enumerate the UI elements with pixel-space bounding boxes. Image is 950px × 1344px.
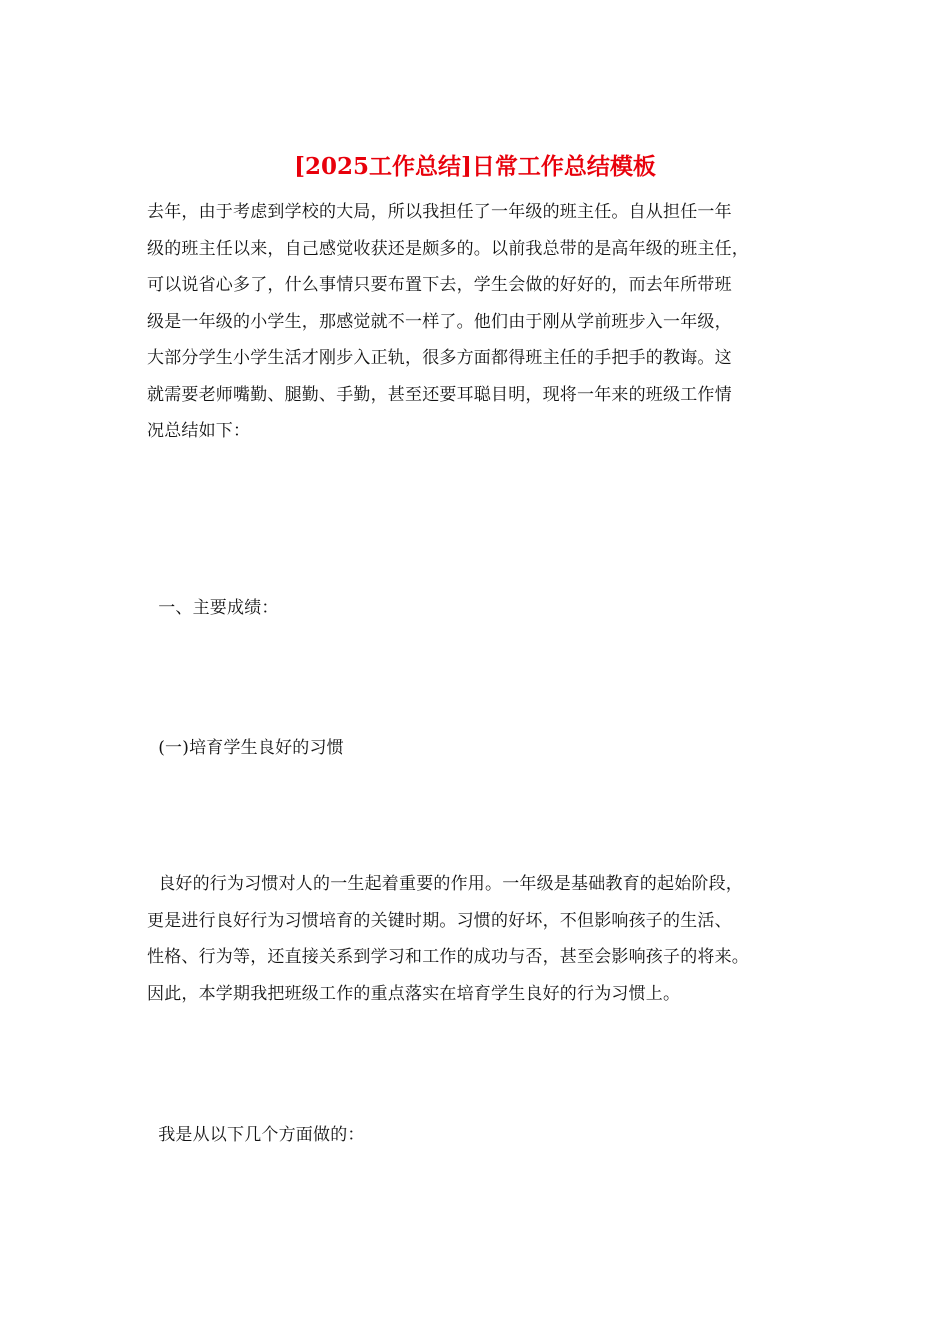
intro-line: 大部分学生小学生活才刚步入正轨，很多方面都得班主任的手把手的教诲。这: [147, 348, 732, 368]
intro-line: 况总结如下：: [147, 421, 251, 441]
intro-paragraph: [147, 194, 807, 450]
habits-paragraph: [147, 866, 807, 1012]
intro-line: 级是一年级的小学生，那感觉就不一样了。他们由于刚从学前班步入一年级，: [147, 311, 732, 332]
paragraph-line: 良好的行为习惯对人的一生起着重要的作用。一年级是基础教育的起始阶段，: [147, 874, 744, 894]
paragraph-line: 因此，本学期我把班级工作的重点落实在培育学生良好的行为习惯上。: [147, 983, 681, 1004]
intro-line: 可以说省心多了，什么事情只要布置下去，学生会做的好好的，而去年所带班: [147, 275, 732, 295]
heading-text: (一)培育学生良好的习惯: [147, 738, 344, 758]
intro-line: 级的班主任以来，自己感觉收获还是颇多的。以前我总带的是高年级的班主任，: [147, 238, 749, 259]
paragraph-line: 更是进行良好行为习惯培育的关键时期。习惯的好坏，不但影响孩子的生活、: [147, 910, 732, 931]
paragraph-line: 我是从以下几个方面做的：: [147, 1125, 365, 1145]
section-heading-main-achievements: [147, 590, 807, 627]
intro-line: 就需要老师嘴勤、腿勤、手勤，甚至还要耳聪目明，现将一年来的班级工作情: [147, 384, 732, 405]
heading-text: 一、主要成绩：: [147, 598, 279, 618]
paragraph-line: 性格、行为等，还直接关系到学习和工作的成功与否，甚至会影响孩子的将来。: [147, 947, 749, 967]
intro-line: 去年，由于考虑到学校的大局，所以我担任了一年级的班主任。自从担任一年: [147, 202, 732, 222]
methods-intro-paragraph: [147, 1117, 807, 1154]
document-title: [2025工作总结]日常工作总结模板: [294, 153, 656, 180]
subsection-heading-habits: [147, 730, 807, 767]
